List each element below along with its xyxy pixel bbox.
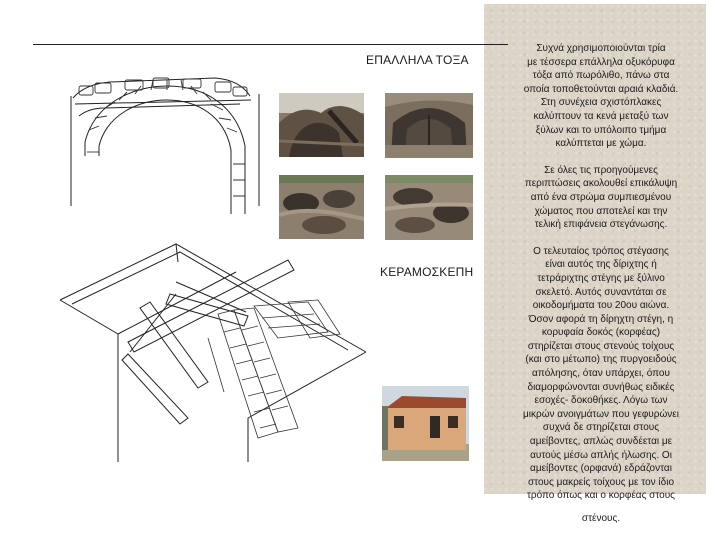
arch-section-drawing <box>65 56 265 216</box>
ruins-photo-2 <box>385 175 473 240</box>
arch-photo-2 <box>385 93 473 158</box>
house-photo <box>382 386 469 461</box>
arches-section-title: ΕΠΑΛΛΗΛΑ ΤΟΞΑ <box>366 53 469 67</box>
paragraph-timber-roof: Ο τελευταίος τρόπος στέγασης είναι αυτός της δίριχτης ή τετράριχτης στέγης με ξύλινο σκελετό. Αυτός συναντάται σε οικοδομήματα του 20ου αιώνα. Όσον αφορά τη δίρηχτη στέγη, η κορυφαία δοκός (κορφέας) στηρίζεται στους στενούς τοίχους (και στο μέτωπο) της πυργοειδούς απόλησης, όταν υπάρχει, όπου διαμορφώνονται συνήθως ειδικές εσοχές- δοκοθήκες. Λόγω των μικρών ανοιγμάτων που γεφυρώνει συχνά δε στηρίζεται στους αμείβοντες, απλώς συνδέεται με αυτούς μέσω απλής ήλωσης. Οι αμείβοντες (ορφανά) εδράζονται στους μακρείς τοίχους με τον ίδιο τρόπο όπως και ο κορφέας στους <box>523 245 679 502</box>
paragraph-end: στένους. <box>581 513 621 524</box>
paragraph-arches: Συχνά χρησιμοποιούνται τρία με τέσσερα επάλληλα οξυκόρυφα τόξα από πωρόλιθο, πάνω στα οποία τοποθετούνται αραιά κλαδιά. Στη συνέχεια σχιστόπλακες καλύπτουν τα κενά μεταξύ των ξύλων και το υπόλοιπο τμήμα καλύπτεται με χώμα. <box>523 43 679 150</box>
ruins-photo-1 <box>279 175 364 239</box>
header-rule <box>33 44 508 45</box>
paragraph-earth-cover: Σε όλες τις προηγούμενες περιπτώσεις ακολουθεί επικάλυψη από ένα στρώμα συμπιεσμένου χώματος που αποτελεί και την τελική επιφάνεια στεγάνωσης. <box>524 164 678 231</box>
description-text-block <box>496 42 706 539</box>
arch-photo-1 <box>279 93 364 157</box>
tiled-roof-section-title: ΚΕΡΑΜΟΣΚΕΠΗ <box>380 265 474 279</box>
tiled-roof-drawing <box>58 242 368 464</box>
